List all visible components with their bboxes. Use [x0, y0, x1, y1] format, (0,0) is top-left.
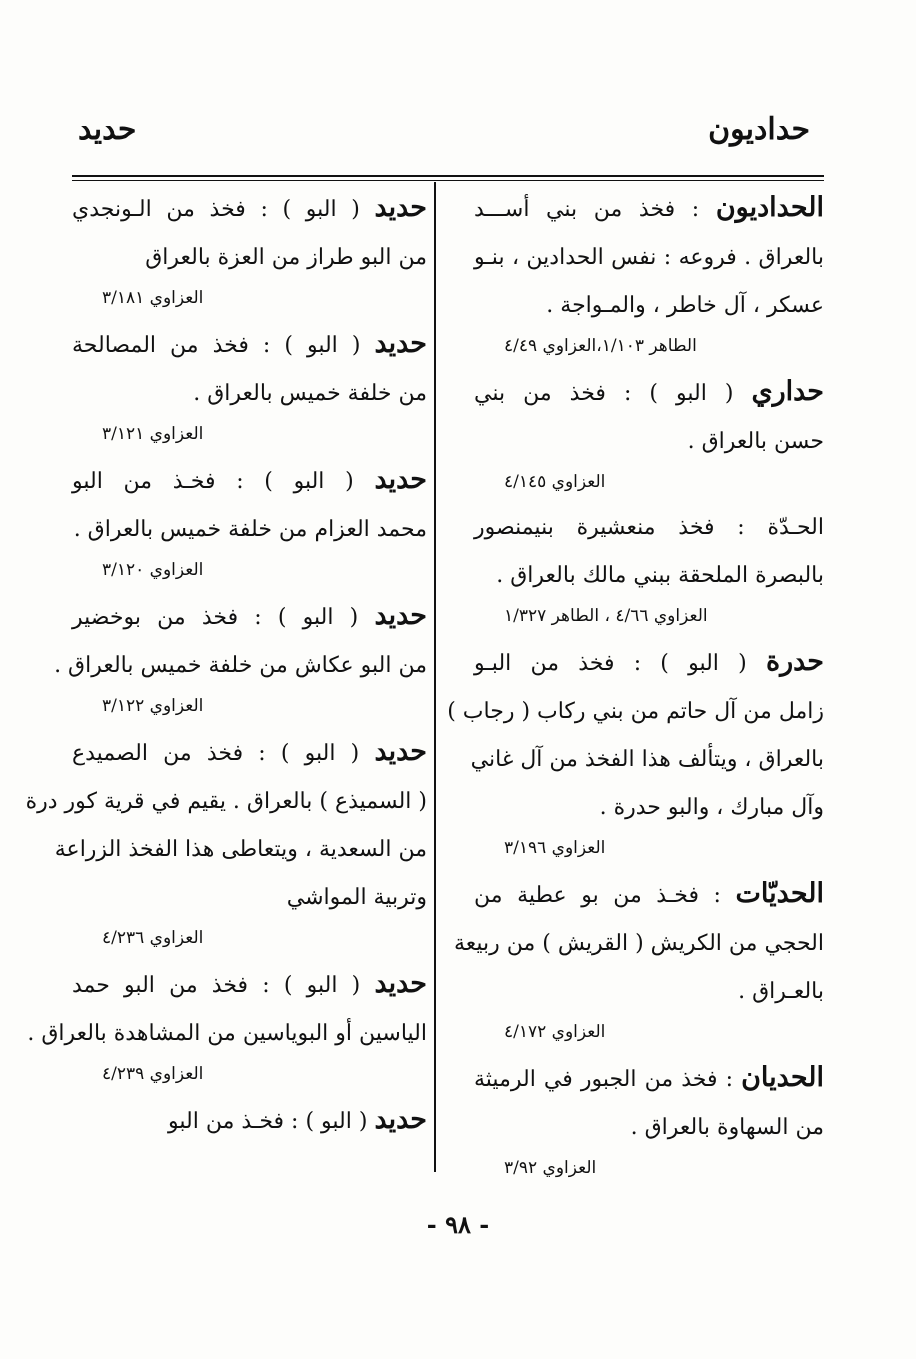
entry-first-line: الحـدّة : فخذ منعشيرة بنيمنصور — [474, 515, 824, 540]
entry-first-line: حدرة ( البو ) : فخذ من البـو — [474, 646, 824, 677]
header-rule-thin — [72, 180, 824, 181]
dictionary-entry — [474, 184, 824, 362]
dictionary-entry — [25, 728, 427, 954]
entry-headword: حديد — [374, 328, 427, 359]
entry-line: محمد العزام من خلفة خميس بالعراق . — [73, 517, 427, 542]
entry-reference: العزاوي ٣/١٢٢ — [102, 696, 204, 716]
entry-line: من السعدية ، ويتعاطى هذا الفخذ الزراعة — [54, 837, 427, 862]
entry-line: الحجي من الكريش ( القريش ) من ربيعة — [453, 931, 824, 956]
dictionary-entry — [54, 592, 427, 722]
dictionary-entry — [27, 960, 427, 1090]
dictionary-entry — [72, 184, 427, 314]
dictionary-entry — [474, 504, 824, 632]
running-header-right: حداديون — [708, 112, 810, 147]
dictionary-entry — [72, 456, 427, 586]
entry-headword: الحداديون — [715, 192, 824, 223]
entry-line: الياسين أو البوياسين من المشاهدة بالعراق . — [27, 1021, 427, 1046]
entry-line: بالعراق ، ويتألف هذا الفخذ من آل غاني — [470, 747, 824, 772]
header-rule-thick — [72, 175, 824, 177]
dictionary-entry — [72, 320, 427, 450]
entry-line: بالعراق . فروعه : نفس الحدادين ، بنـو — [474, 245, 824, 270]
entry-reference: العزاوي ٣/١٩٦ — [504, 838, 606, 858]
entry-line: عسكر ، آل خاطر ، والمـواجة . — [546, 293, 824, 318]
entry-reference: العزاوي ٣/١٨١ — [102, 288, 204, 308]
entry-reference: العزاوي ٤/٢٣٦ — [102, 928, 204, 948]
entry-line: من البو طراز من العزة بالعراق — [145, 245, 427, 270]
entry-first-line: الحديّات : فخـذ من بو عطية من — [474, 878, 824, 909]
entry-first-line: حديد ( البو ) : فخذ من البو حمد — [72, 968, 427, 999]
entry-first-line: حديد ( البو ) : فخذ من بوخضير — [72, 600, 427, 631]
entry-first-line: الحديان : فخذ من الجبور في الرميثة — [474, 1062, 824, 1093]
entry-reference: العزاوي ٣/٩٢ — [504, 1158, 597, 1178]
entry-headword: حديد — [374, 192, 427, 223]
entry-headword: الحديّات — [735, 878, 824, 909]
entry-reference: العزاوي ٤/١٤٥ — [504, 472, 606, 492]
dictionary-entry — [72, 1096, 427, 1146]
entry-headword: حديد — [374, 464, 427, 495]
dictionary-entry — [453, 870, 824, 1048]
running-header-left: حديد — [78, 112, 137, 147]
entry-reference: الطاهر ١/١٠٣،العزاوي ٤/٤٩ — [504, 336, 697, 356]
entry-first-line: حديد ( البو ) : فخذ من المصالحة — [72, 328, 427, 359]
entry-line: زامل من آل حاتم من بني ركاب ( رجاب ) — [447, 699, 824, 724]
entry-reference: العزاوي ٤/٢٣٩ — [102, 1064, 204, 1084]
right-column — [447, 184, 824, 1184]
page-number: - ٩٨ - — [426, 1210, 490, 1239]
dictionary-entry — [474, 1054, 824, 1184]
entry-line: ( السميذع ) بالعراق . يقيم في قرية كور درة — [25, 789, 427, 814]
dictionary-entry — [474, 368, 824, 498]
entry-headword: حديد — [374, 1104, 427, 1135]
column-divider — [434, 182, 436, 1172]
entry-headword: حديد — [374, 736, 427, 767]
entry-first-line: حديد ( البو ) : فخذ من الـونجدي — [72, 192, 427, 223]
entry-first-line: حديد ( البو ) : فخذ من الصميدع — [72, 736, 427, 767]
dictionary-entry — [447, 638, 824, 864]
entry-line: من البو عكاش من خلفة خميس بالعراق . — [54, 653, 427, 678]
entry-line: حسن بالعراق . — [687, 429, 824, 454]
entry-headword: الحديان — [741, 1062, 824, 1093]
entry-headword: حدرة — [765, 646, 824, 677]
entry-line: من السهاوة بالعراق . — [630, 1115, 824, 1140]
entry-first-line: حديد ( البو ) : فخـذ من البو — [168, 1104, 427, 1135]
entry-line: بالعـراق . — [738, 979, 824, 1004]
entry-first-line: حداري ( البو ) : فخذ من بني — [474, 376, 824, 407]
entry-reference: العزاوي ٣/١٢١ — [102, 424, 204, 444]
entry-line: بالبصرة الملحقة ببني مالك بالعراق . — [496, 563, 824, 588]
entry-line: وآل مبارك ، والبو حدرة . — [599, 795, 824, 820]
entry-line: من خلفة خميس بالعراق . — [193, 381, 427, 406]
entry-headword: حديد — [374, 968, 427, 999]
entry-headword: حديد — [374, 600, 427, 631]
entry-first-line: الحداديون : فخذ من بني أســـد — [474, 192, 824, 223]
entry-reference: العزاوي ٤/١٧٢ — [504, 1022, 606, 1042]
entry-line: وتربية المواشي — [286, 885, 427, 910]
entry-reference: العزاوي ٣/١٢٠ — [102, 560, 204, 580]
entry-first-line: حديد ( البو ) : فخـذ من البو — [72, 464, 427, 495]
entry-reference: العزاوي ٤/٦٦ ، الطاهر ١/٣٢٧ — [504, 606, 708, 626]
left-column — [25, 184, 427, 1146]
entry-headword: حداري — [751, 376, 824, 407]
